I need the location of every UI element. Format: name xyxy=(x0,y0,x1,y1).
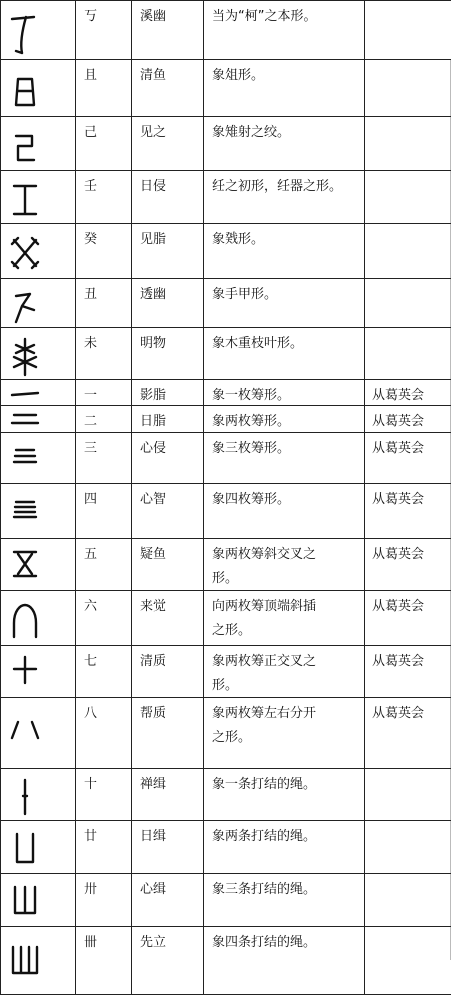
row-divider xyxy=(0,645,451,646)
row-divider xyxy=(0,223,451,224)
pronunciation: 见之 xyxy=(140,125,167,140)
pronunciation: 影脂 xyxy=(140,388,167,403)
source-reference: 从葛英会 xyxy=(372,414,425,429)
description-line: 象三条打结的绳。 xyxy=(212,882,317,897)
column-divider xyxy=(75,0,76,994)
description-line: 象四条打结的绳。 xyxy=(212,935,317,950)
column-divider xyxy=(131,0,132,994)
character: 六 xyxy=(84,599,98,614)
description-line: 象两枚筹斜交叉之 xyxy=(212,547,317,562)
si-oracle-icon xyxy=(4,486,64,536)
description-line: 纴之初形，纴器之形。 xyxy=(212,179,343,194)
character: 二 xyxy=(84,414,98,429)
pronunciation: 日脂 xyxy=(140,414,167,429)
sa-oracle-icon xyxy=(4,875,64,925)
pronunciation: 清质 xyxy=(140,654,167,669)
description-line: 象俎形。 xyxy=(212,68,265,83)
source-reference: 从葛英会 xyxy=(372,441,425,456)
nian-oracle-icon xyxy=(4,822,64,872)
character: 壬 xyxy=(84,179,98,194)
character: 三 xyxy=(84,441,98,456)
description-line: 象一枚筹形。 xyxy=(212,388,291,403)
column-divider xyxy=(364,0,365,994)
description-line: 之形。 xyxy=(212,623,252,638)
description-line: 象戣形。 xyxy=(212,232,265,247)
pronunciation: 溪幽 xyxy=(140,9,167,24)
row-divider xyxy=(0,590,451,591)
row-divider xyxy=(0,116,451,117)
row-divider xyxy=(0,483,451,484)
character: 四 xyxy=(84,492,98,507)
row-divider xyxy=(0,59,451,60)
wei-oracle-icon xyxy=(4,329,64,379)
pronunciation: 帮质 xyxy=(140,706,167,721)
description-line: 象手甲形。 xyxy=(212,287,278,302)
pronunciation: 心智 xyxy=(140,492,167,507)
pronunciation: 先立 xyxy=(140,935,167,950)
column-divider xyxy=(0,0,1,994)
description-line: 象两枚筹形。 xyxy=(212,414,291,429)
description-line: 象雉射之绞。 xyxy=(212,125,291,140)
pronunciation: 心缉 xyxy=(140,882,167,897)
column-divider xyxy=(203,0,204,994)
row-divider xyxy=(0,327,451,328)
row-divider xyxy=(0,768,451,769)
ren-oracle-icon xyxy=(4,172,64,222)
character: 八 xyxy=(84,706,98,721)
row-divider xyxy=(0,0,451,1)
source-reference: 从葛英会 xyxy=(372,492,425,507)
row-divider xyxy=(0,538,451,539)
ba-oracle-icon xyxy=(4,708,64,758)
pronunciation: 心侵 xyxy=(140,441,167,456)
row-divider xyxy=(0,697,451,698)
character: 卌 xyxy=(84,935,98,950)
chou-oracle-icon xyxy=(4,280,64,330)
character: 卅 xyxy=(84,882,98,897)
ji-oracle-icon xyxy=(4,118,64,168)
description-line: 象两枚筹正交叉之 xyxy=(212,654,317,669)
description-line: 当为“柯”之本形。 xyxy=(212,9,317,24)
description-line: 象木重枝叶形。 xyxy=(212,336,304,351)
pronunciation: 清鱼 xyxy=(140,68,167,83)
pronunciation: 来觉 xyxy=(140,599,167,614)
san-oracle-icon xyxy=(4,434,64,484)
description-line: 形。 xyxy=(212,571,239,586)
character: 廿 xyxy=(84,829,98,844)
description-line: 向两枚筹顶端斜插 xyxy=(212,599,317,614)
pronunciation: 疑鱼 xyxy=(140,547,167,562)
row-divider xyxy=(0,873,451,874)
character: 丑 xyxy=(84,287,98,302)
description-line: 象三枚筹形。 xyxy=(212,441,291,456)
description-line: 象四枚筹形。 xyxy=(212,492,291,507)
character: 五 xyxy=(84,547,98,562)
wu-oracle-icon xyxy=(4,540,64,590)
description-line: 象一条打结的绳。 xyxy=(212,777,317,792)
pronunciation: 日侵 xyxy=(140,179,167,194)
source-reference: 从葛英会 xyxy=(372,706,425,721)
qi-oracle-icon xyxy=(4,647,64,697)
pronunciation: 透幽 xyxy=(140,287,167,302)
character: 未 xyxy=(84,336,98,351)
description-line: 象两枚筹左右分开 xyxy=(212,706,317,721)
character: 七 xyxy=(84,654,98,669)
source-reference: 从葛英会 xyxy=(372,388,425,403)
pronunciation: 禅缉 xyxy=(140,777,167,792)
description-line: 象两条打结的绳。 xyxy=(212,829,317,844)
character: 一 xyxy=(84,388,98,403)
pronunciation: 明物 xyxy=(140,336,167,351)
row-divider xyxy=(0,278,451,279)
character: 丂 xyxy=(84,9,98,24)
shi-oracle-icon xyxy=(4,770,64,820)
character: 十 xyxy=(84,777,98,792)
source-reference: 从葛英会 xyxy=(372,599,425,614)
description-line: 形。 xyxy=(212,678,239,693)
xi-oracle-icon xyxy=(4,935,64,985)
gui-oracle-icon xyxy=(4,226,64,276)
pronunciation: 见脂 xyxy=(140,232,167,247)
character: 己 xyxy=(84,125,98,140)
row-divider xyxy=(0,820,451,821)
character: 且 xyxy=(84,68,98,83)
description-line: 之形。 xyxy=(212,730,252,745)
liu-oracle-icon xyxy=(4,593,64,643)
qie-oracle-icon xyxy=(4,63,64,113)
pronunciation: 日缉 xyxy=(140,829,167,844)
row-divider xyxy=(0,926,451,927)
kao-oracle-icon xyxy=(4,5,64,55)
row-divider xyxy=(0,170,451,171)
row-divider xyxy=(0,379,451,380)
character: 癸 xyxy=(84,232,98,247)
source-reference: 从葛英会 xyxy=(372,654,425,669)
source-reference: 从葛英会 xyxy=(372,547,425,562)
